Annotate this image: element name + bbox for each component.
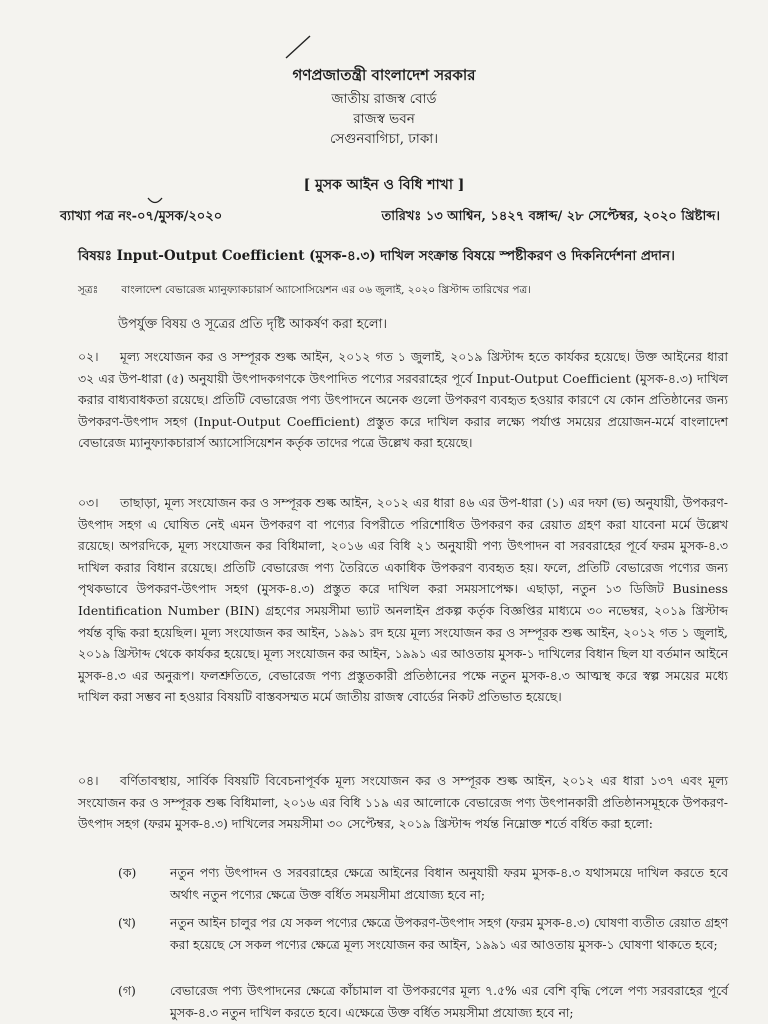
government-title: গণপ্রজাতন্ত্রী বাংলাদেশ সরকার xyxy=(292,66,476,84)
item-marker: (ক) xyxy=(118,865,137,880)
paragraph-number: ০২। xyxy=(78,349,99,364)
item-text: নতুন আইন চালুর পর যে সকল পণ্যের ক্ষেত্রে উপকরণ-উৎপাদ সহগ (ফরম মুসক-৪.৩) ঘোষণা ব্যতীত রেয়াত গ্রহণ করা হয়েছে সে সকল পণ্যের ক্ষেত্রে মূল্য সংযোজন কর আইন, ১৯৯১ এর আওতায় মুসক-১ ঘোষণা থাকতে হবে; xyxy=(170,915,728,952)
item-text: বেভারেজ পণ্য উৎপাদনের ক্ষেত্রে কাঁচামাল বা উপকরণের মূল্য ৭.৫% এর বেশি বৃদ্ধি পেলে পণ্য সরবরাহের পূর্বে মুসক-৪.৩ নতুন দাখিল করতে হবে। এক্ষেত্রে উক্ত বর্ধিত সময়সীমা প্রযোজ্য হবে না; xyxy=(170,983,728,1020)
reference-date: তারিখঃ ১৩ আশ্বিন, ১৪২৭ বঙ্গাব্দ/ ২৮ সেপ্টেম্বর, ২০২০ খ্রিষ্টাব্দ। xyxy=(381,209,720,224)
source-line xyxy=(78,283,738,300)
paragraph-04 xyxy=(78,770,728,835)
paragraph-03 xyxy=(78,492,728,708)
reference-number: ব্যাখ্যা পত্র নং-০৭/মুসক/২০২০ xyxy=(60,209,223,224)
section-title: [ মুসক আইন ও বিধি শাখা ] xyxy=(303,177,465,193)
paragraph-number: ০৩। xyxy=(78,495,99,510)
source-label: সূত্রঃ xyxy=(78,284,99,296)
office-address: সেগুনবাগিচা, ঢাকা। xyxy=(329,131,439,147)
item-marker: (খ) xyxy=(118,915,136,930)
paragraph-02 xyxy=(78,346,728,454)
intro-line: উপর্যুক্ত বিষয় ও সূত্রের প্রতি দৃষ্টি আকর্ষণ করা হলো। xyxy=(118,317,387,332)
subject-line: বিষয়ঃ Input-Output Coefficient (মুসক-৪.৩) দাখিল সংক্রান্ত বিষয়ে স্পষ্টীকরণ ও দিকনির্দেশনা প্রদান। xyxy=(78,248,675,264)
board-name: জাতীয় রাজস্ব বোর্ড xyxy=(331,91,437,107)
source-text: বাংলাদেশ বেভারেজ ম্যানুফ্যাকচারার্স অ্যাসোসিয়েশন এর ০৬ জুলাই, ২০২০ খ্রিস্টাব্দ তারিখের পত্র। xyxy=(121,284,532,296)
paragraph-text: মূল্য সংযোজন কর ও সম্পূরক শুল্ক আইন, ২০১২ গত ১ জুলাই, ২০১৯ খ্রিস্টাব্দ হতে কার্যকর হয়েছে। উক্ত আইনের ধারা ৩২ এর উপ-ধারা (৫) অনুযায়ী উৎপাদকগণকে উৎপাদিত পণ্যের সরবরাহের পূর্বে Input-Output Coefficient (মুসক-৪.৩) দাখিল করার বাধ্যবাধকতা রয়েছে। প্রতিটি বেভারেজ পণ্য উৎপাদনে অনেক গুলো উপকরণ ব্যবহৃত হওয়ার কারণে যে কোন প্রতিষ্ঠানের জন্য উপকরণ-উৎপাদ সহগ (Input-Output Coefficient) প্রস্তুত করে দাখিল করার লক্ষ্যে পর্যাপ্ত সময়ের প্রয়োজন-মর্মে বাংলাদেশ বেভারেজ ম্যানুফ্যাকচারার্স অ্যাসোসিয়েশন কর্তৃক তাদের পত্রে উল্লেখ করা হয়েছে। xyxy=(78,349,728,451)
paragraph-text: তাছাড়া, মূল্য সংযোজন কর ও সম্পূরক শুল্ক আইন, ২০১২ এর ধারা ৪৬ এর উপ-ধারা (১) এর দফা (ভ) অনুযায়ী, উপকরণ-উৎপাদ সহগ এ ঘোষিত নেই এমন উপকরণ বা পণ্যের বিপরীতে পরিশোধিত উপকরণ কর রেয়াত গ্রহণ করা যাবেনা মর্মে উল্লেখ রয়েছে। অপরদিকে, মূল্য সংযোজন কর বিধিমালা, ২০১৬ এর বিধি ২১ অনুযায়ী পণ্য উৎপাদন বা সরবরাহের পূর্বে ফরম মুসক-৪.৩ দাখিল করার বিধান রয়েছে। প্রতিটি বেভারেজ পণ্য তৈরিতে একাধিক উপকরণ ব্যবহৃত হয়। ফলে, প্রতিটি বেভারেজ পণ্যের জন্য পৃথকভাবে উপকরণ-উৎপাদ সহগ (মুসক-৪.৩) প্রস্তুত করে দাখিল করা সময়সাপেক্ষ। এছাড়া, নতুন ১৩ ডিজিট Business Identification Number (BIN) গ্রহণের সময়সীমা ভ্যাট অনলাইন প্রকল্প কর্তৃক বিজ্ঞপ্তির মাধ্যমে ৩০ নভেম্বর, ২০১৯ খ্রিস্টাব্দ পর্যন্ত বৃদ্ধি করা হয়েছিল। মূল্য সংযোজন কর আইন, ১৯৯১ রদ হয়ে মূল্য সংযোজন কর ও সম্পূরক শুল্ক আইন, ২০১২ গত ১ জুলাই, ২০১৯ খ্রিস্টাব্দ থেকে কার্যকর হয়েছে। মূল্য সংযোজন কর আইন, ১৯৯১ এর আওতায় মুসক-১ দাখিলের বিধান ছিল যা বর্তমান আইনে মুসক-৪.৩ এর অনুরূপ। ফলশ্রুতিতে, বেভারেজ পণ্য প্রস্তুতকারী প্রতিষ্ঠানের পক্ষে নতুন মুসক-৪.৩ আত্মস্থ করে স্বল্প সময়ের মধ্যে দাখিল করা সম্ভব না হওয়ার বিষয়টি বাস্তবসম্মত মর্মে জাতীয় রাজস্ব বোর্ডের নিকট প্রতিভাত হয়েছে। xyxy=(78,495,728,705)
tick-mark xyxy=(146,196,164,206)
building-name: রাজস্ব ভবন xyxy=(353,111,415,127)
item-text: নতুন পণ্য উৎপাদন ও সরবরাহের ক্ষেত্রে আইনের বিধান অনুযায়ী ফরম মুসক-৪.৩ যথাসময়ে দাখিল করতে হবে অর্থাৎ নতুন পণ্যের ক্ষেত্রে উক্ত বর্ধিত সময়সীমা প্রযোজ্য হবে না; xyxy=(170,865,728,902)
pen-mark xyxy=(284,34,314,60)
item-marker: (গ) xyxy=(118,983,136,998)
paragraph-text: বর্ণিতাবস্থায়, সার্বিক বিষয়টি বিবেচনাপূর্বক মূল্য সংযোজন কর ও সম্পূরক শুল্ক আইন, ২০১২ এর ধারা ১৩৭ এবং মূল্য সংযোজন কর ও সম্পূরক শুল্ক বিধিমালা, ২০১৬ এর বিধি ১১৯ এর আলোকে বেভারেজ পণ্য উৎপানকারী প্রতিষ্ঠানসমূহকে উপকরণ-উৎপাদ সহগ (ফরম মুসক-৪.৩) দাখিলের সময়সীমা ৩০ সেপ্টেম্বর, ২০১৯ খ্রিস্টাব্দ পর্যন্ত নিম্নোক্ত শর্তে বর্ধিত করা হলো: xyxy=(78,773,728,832)
paragraph-number: ০৪। xyxy=(78,773,99,788)
